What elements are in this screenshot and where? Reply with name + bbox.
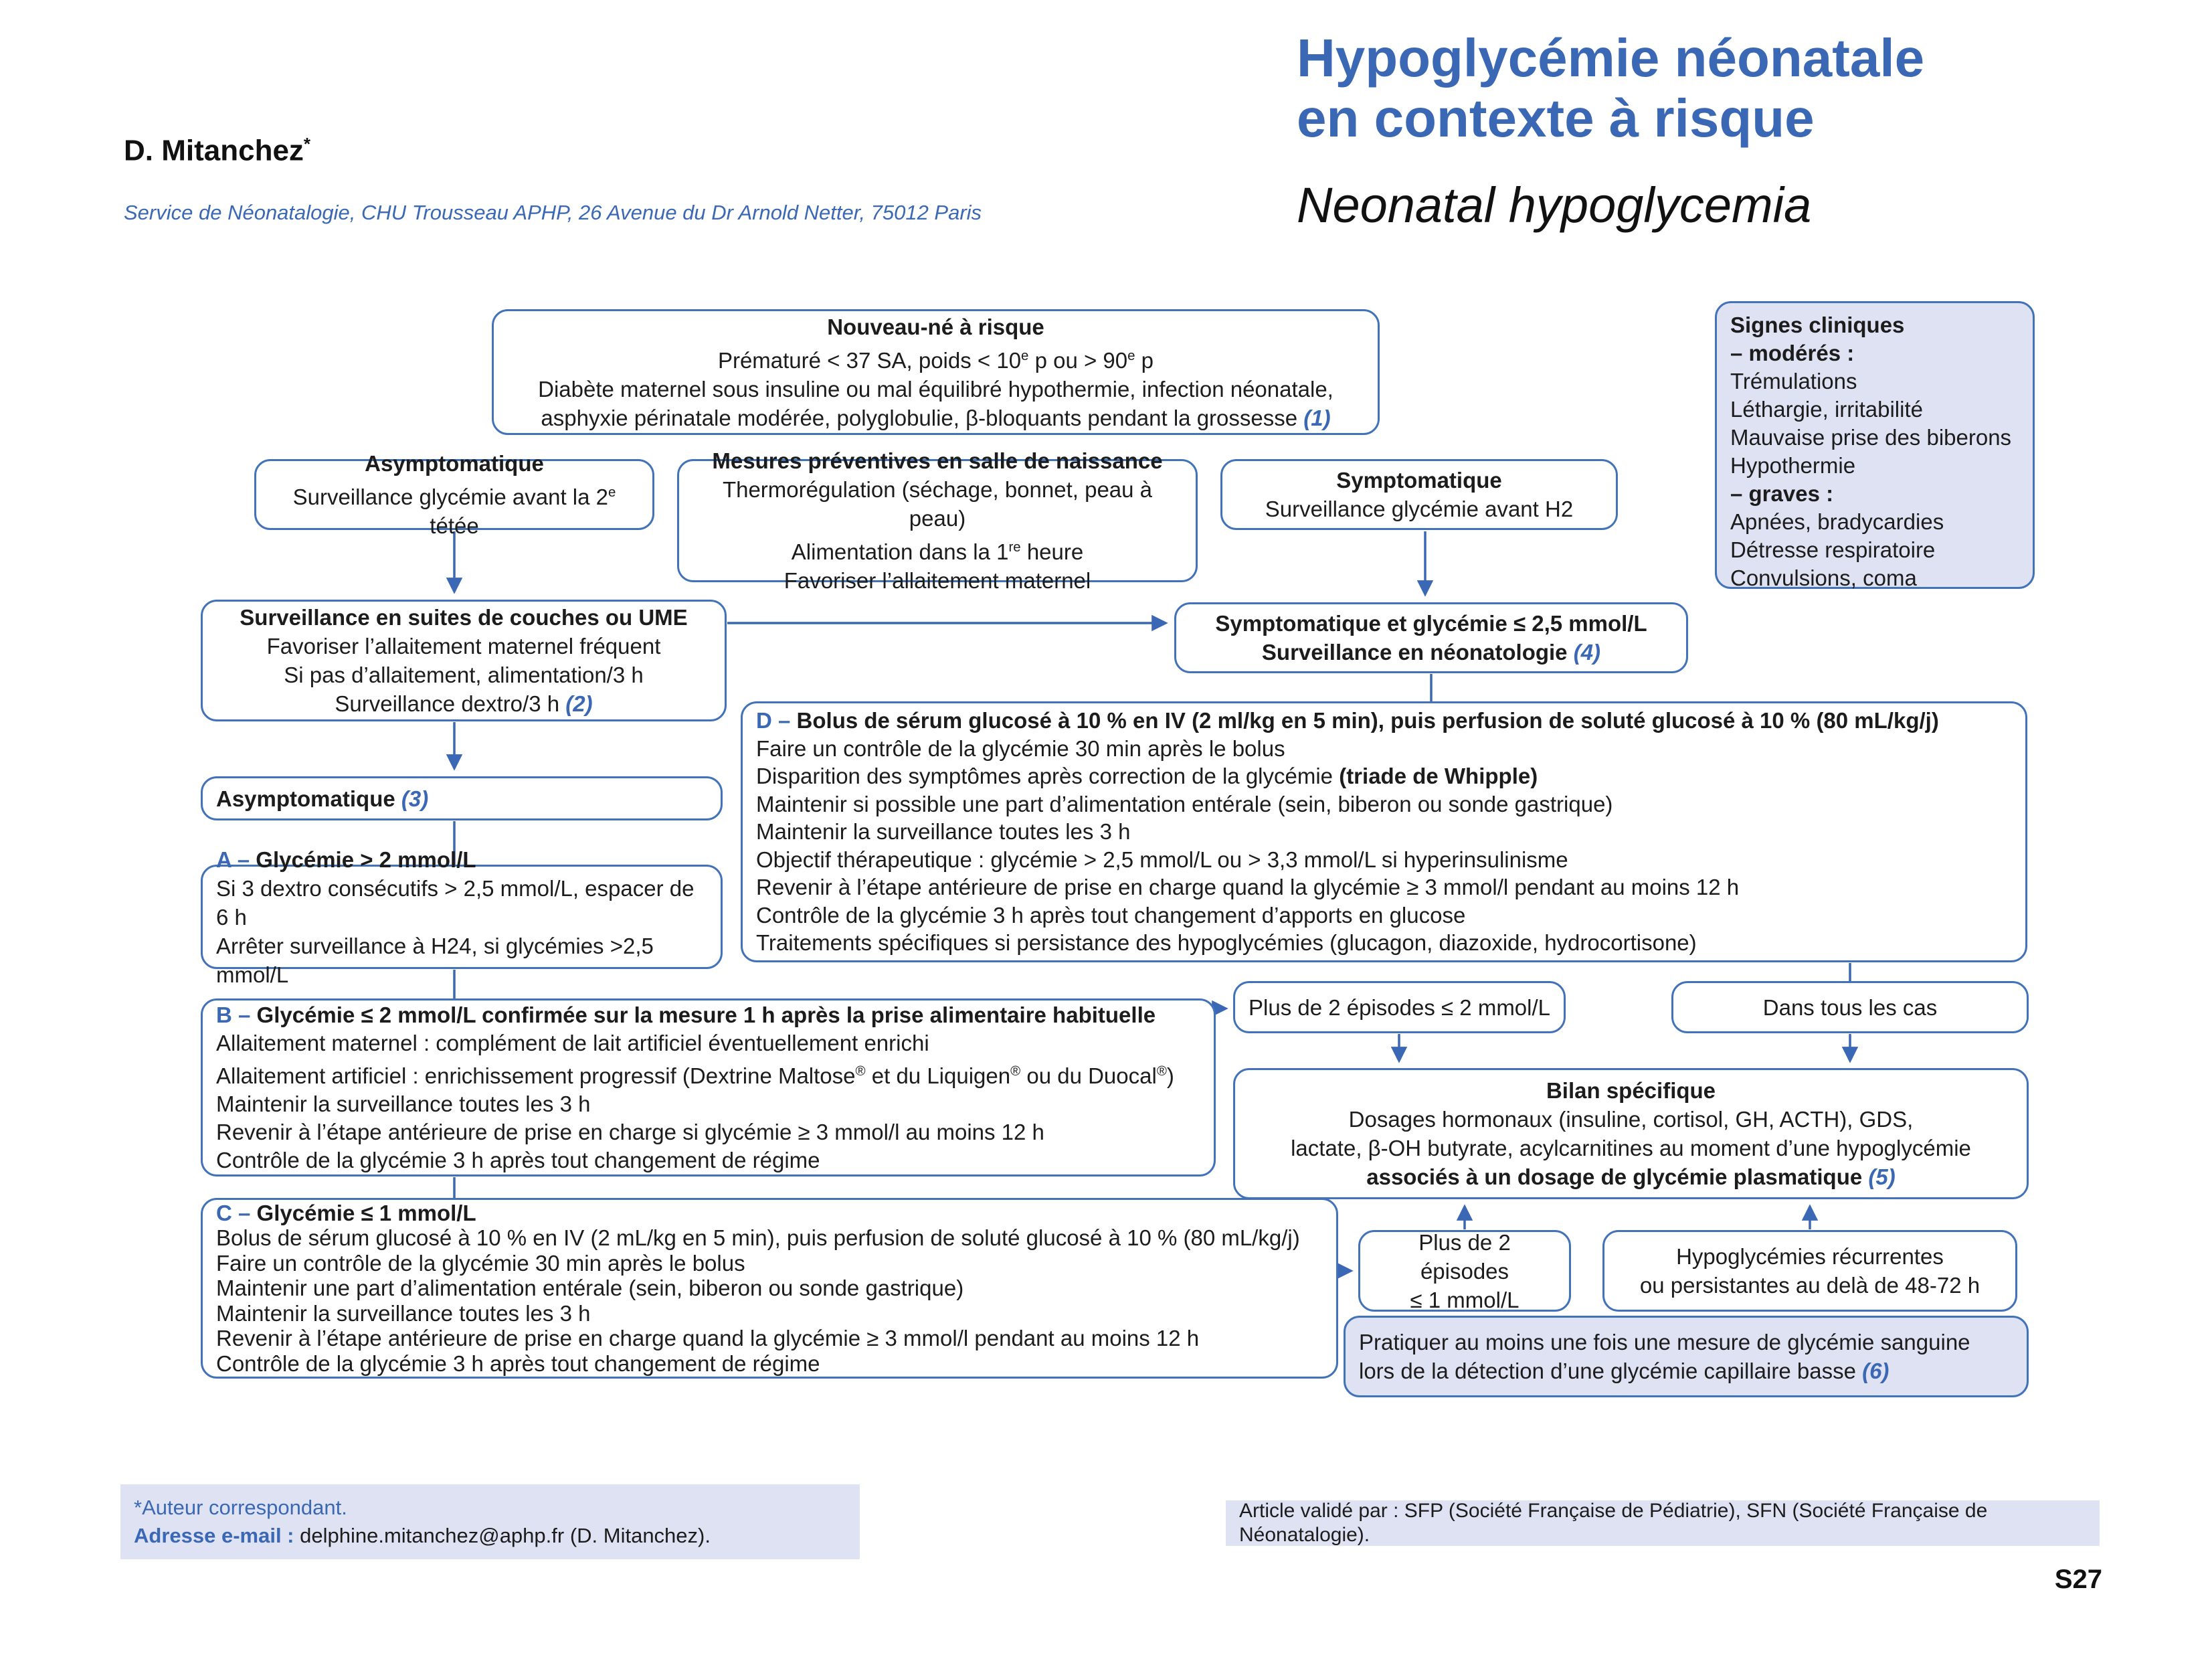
box-dans-tous-les-cas: Dans tous les cas [1671, 981, 2029, 1033]
page-number: S27 [2054, 1565, 2102, 1594]
title-english: Neonatal hypoglycemia [1297, 177, 1812, 233]
box-step-a-glycemie-sup-2: A – Glycémie > 2 mmol/L Si 3 dextro consécutifs > 2,5 mmol/L, espacer de 6 h Arrêter surveillance à H24, si glycémies >2,5 mmol/L [201, 865, 723, 969]
title-french-line1: Hypoglycémie néonatale [1297, 28, 1925, 88]
title-french-line2: en contexte à risque [1297, 88, 1815, 148]
box-plus-de-2-episodes-1mmol: Plus de 2 épisodes ≤ 1 mmol/L [1358, 1230, 1571, 1312]
box-bilan-specifique: Bilan spécifique Dosages hormonaux (insuline, cortisol, GH, ACTH), GDS, lactate, β-OH butyrate, acylcarnitines au moment d’une hypoglycémie associés à un dosage de glycémie plasmatique (5) [1233, 1068, 2029, 1199]
title-block [1297, 28, 1924, 234]
author-name [124, 134, 310, 168]
box-plus-de-2-episodes-2mmol: Plus de 2 épisodes ≤ 2 mmol/L [1233, 981, 1566, 1033]
box-hypoglycemies-recurrentes: Hypoglycémies récurrentes ou persistantes au delà de 48-72 h [1602, 1230, 2017, 1312]
box-nouveau-ne-a-risque: Nouveau-né à risque Prématuré < 37 SA, poids < $10^e$ p ou > $90^e$ p Diabète maternel sous insuline ou mal équilibré hypothermie, infection néonatale, asphyxie périnatale modérée, polyglobulie, β-bloquants pendant la grossesse (1) [492, 309, 1380, 435]
author-name-text: D. Mitanchez [124, 134, 304, 167]
box-signes-cliniques: Signes cliniques – modérés : Trémulations Léthargie, irritabilité Mauvaise prise des biberons Hypothermie – graves : Apnées, bradycardies Détresse respiratoire Convulsions, coma [1715, 301, 2035, 589]
footer-validation: Article validé par : SFP (Société Française de Pédiatrie), SFN (Société Française de Néonatalogie). [1226, 1500, 2100, 1546]
box-symptomatique: Symptomatique Surveillance glycémie avant H2 [1220, 459, 1618, 530]
box-step-c-glycemie-inf-1: C – Glycémie ≤ 1 mmol/L Bolus de sérum glucosé à 10 % en IV (2 mL/kg en 5 min), puis perfusion de soluté glucosé à 10 % (80 mL/kg/j) Faire un contrôle de la glycémie 30 min après le bolus Maintenir une part d’alimentation entérale (sein, biberon ou sonde gastrique) Maintenir la surveillance toutes les 3 h Revenir à l’étape antérieure de prise en charge quand la glycémie ≥ 3 mmol/l pendant au moins 12 h Contrôle de la glycémie 3 h après tout changement de régime [201, 1198, 1338, 1379]
footer-correspondence: *Auteur correspondant. Adresse e-mail : delphine.mitanchez@aphp.fr (D. Mitanchez). [120, 1484, 860, 1559]
box-asymptomatique-3: Asymptomatique (3) [201, 776, 723, 820]
box-mesures-preventives: Mesures préventives en salle de naissance Thermorégulation (séchage, bonnet, peau à peau) Alimentation dans la 1re heure Favoriser l’allaitement maternel [677, 459, 1198, 582]
box-asymptomatique: Asymptomatique Surveillance glycémie avant la 2e tétée [254, 459, 654, 530]
author-affiliation: Service de Néonatalogie, CHU Trousseau APHP, 26 Avenue du Dr Arnold Netter, 75012 Paris [124, 201, 982, 224]
box-step-d-bolus: D – Bolus de sérum glucosé à 10 % en IV (2 ml/kg en 5 min), puis perfusion de soluté glucosé à 10 % (80 mL/kg/j) Faire un contrôle de la glycémie 30 min après le bolus Disparition des symptômes après correction de la glycémie (triade de Whipple) Maintenir si possible une part d’alimentation entérale (sein, biberon ou sonde gastrique) Maintenir la surveillance toutes les 3 h Objectif thérapeutique : glycémie > 2,5 mmol/L ou > 3,3 mmol/L si hyperinsulinisme Revenir à l’étape antérieure de prise en charge quand la glycémie ≥ 3 mmol/l pendant au moins 12 h Contrôle de la glycémie 3 h après tout changement d’apports en glucose Traitements spécifiques si persistance des hypoglycémies (glucagon, diazoxide, hydrocortisone) [741, 701, 2027, 962]
box-pratiquer-mesure-sanguine: Pratiquer au moins une fois une mesure de glycémie sanguine lors de la détection d’une glycémie capillaire basse (6) [1344, 1316, 2029, 1397]
box-symptomatique-glycemie-2-5: Symptomatique et glycémie ≤ 2,5 mmol/L Surveillance en néonatologie (4) [1174, 602, 1688, 673]
box-surveillance-suites-de-couches: Surveillance en suites de couches ou UME Favoriser l’allaitement maternel fréquent Si pas d’allaitement, alimentation/3 h Surveillance dextro/3 h (2) [201, 600, 727, 721]
author-asterisk: * [303, 134, 311, 154]
box-step-b-glycemie-inf-2: B – Glycémie ≤ 2 mmol/L confirmée sur la mesure 1 h après la prise alimentaire habituelle Allaitement maternel : complément de lait artificiel éventuellement enrichi Allaitement artificiel : enrichissement progressif (Dextrine Maltose® et du Liquigen® ou du Duocal®) Maintenir la surveillance toutes les 3 h Revenir à l’étape antérieure de prise en charge si glycémie ≥ 3 mmol/l au moins 12 h Contrôle de la glycémie 3 h après tout changement de régime [201, 998, 1216, 1176]
